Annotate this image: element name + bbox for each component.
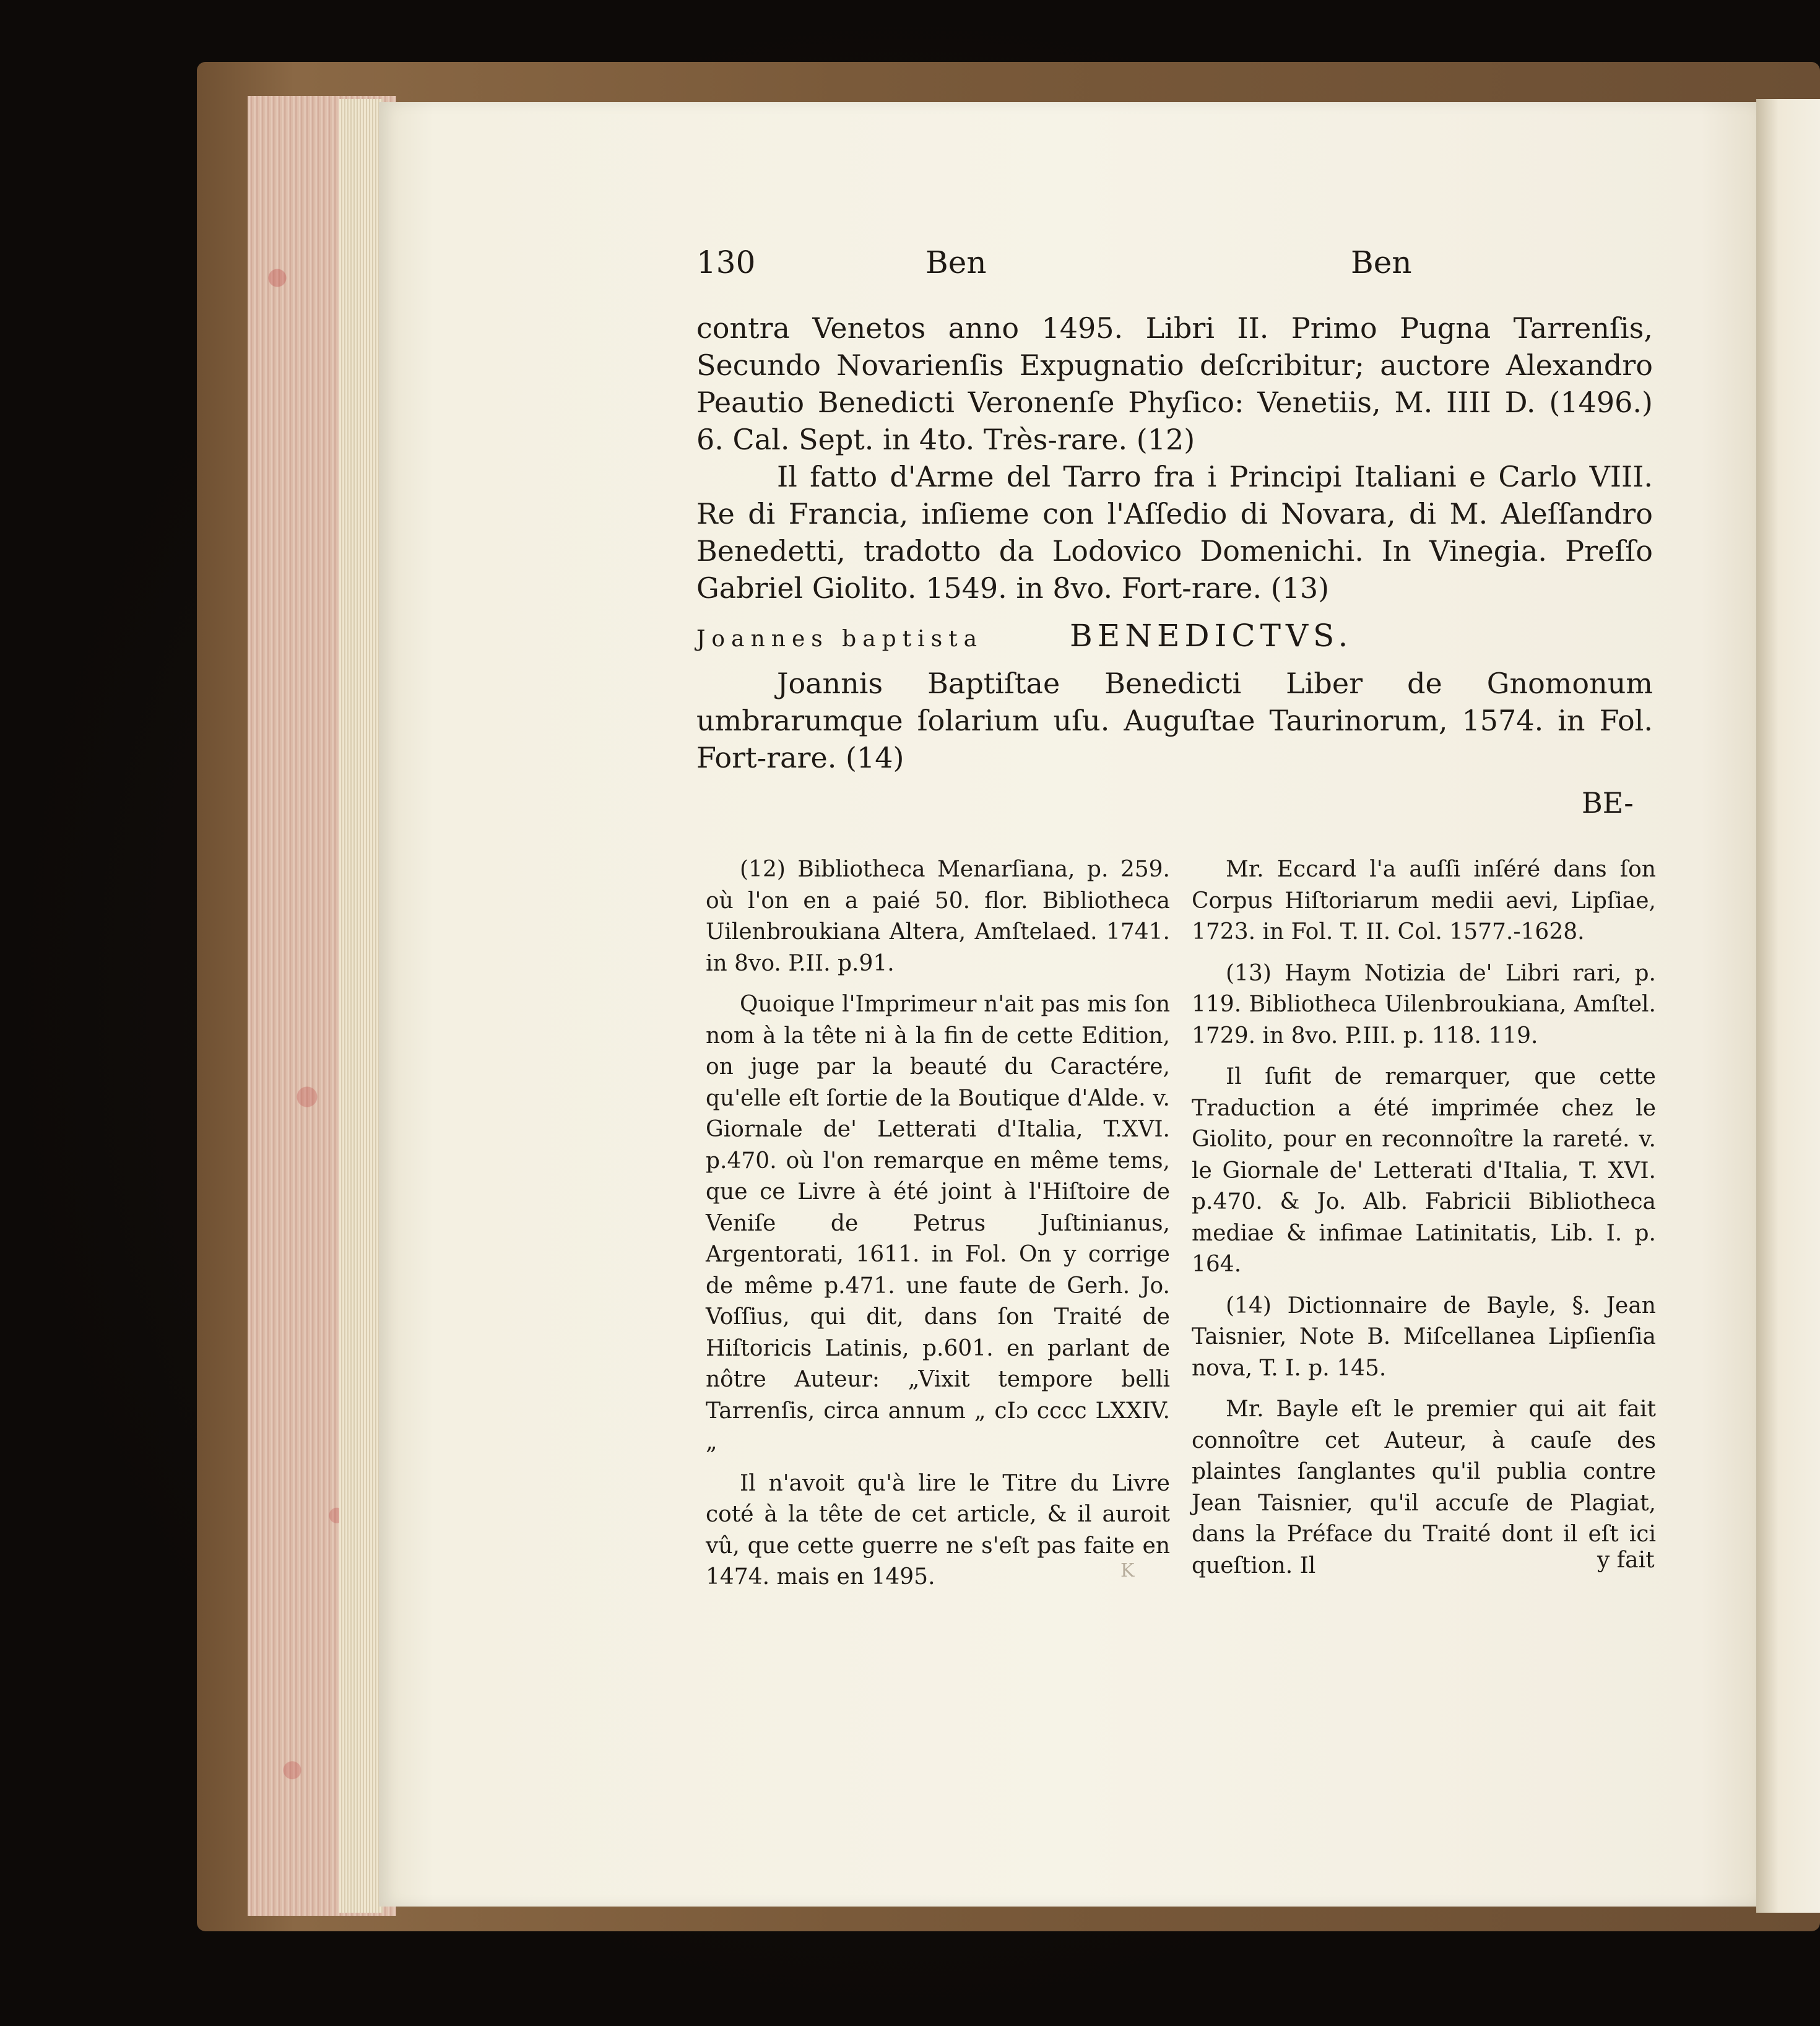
running-head-right: Ben xyxy=(1351,245,1412,280)
footnote: Quoique l'Imprimeur n'ait pas mis ſon nom à la tête ni à la fin de cette Edition, on juge par la beauté du Caractére, qu'elle eſt ſortie de la Boutique d'Alde. v. Giornale de' Letterati d'Italia, T.XVI. p.470. où l'on remarque en même tems, que ce Livre à été joint à l'Hiſtoire de Veniſe de Petrus Juſtinianus, Argentorati, 1611. in Fol. On y corrige de même p.471. une faute de Gerh. Jo. Voſſius, qui dit, dans ſon Traité de Hiſtoricis Latinis, p.601. en parlant de nôtre Auteur: „Vixit tempore belli Tarrenſis, circa annum „ cIɔ cccc LXXIV. „ xyxy=(706,992,1170,1455)
footnote: Mr. Bayle eſt le premier qui ait fait connoître cet Auteur, à cauſe des plaintes ſanglantes qu'il publia contre Jean Taisnier, qu'il accuſe de Plagiat, dans la Préface du Traité dont il eſt ici queſtion. Il xyxy=(1192,1396,1656,1578)
running-head-left: Ben xyxy=(925,245,987,280)
signature-mark: K xyxy=(1120,1560,1135,1582)
notes-left-column xyxy=(706,854,1170,1603)
heading-surname: BENEDICTVS. xyxy=(1070,618,1353,654)
notes-right-column xyxy=(1192,854,1656,1591)
footnote: (12) Bibliotheca Menarſiana, p. 259. où l'on en a paié 50. flor. Bibliotheca Uilenbroukiana Altera, Amſtelaed. 1741. in 8vo. P.II. p.91. xyxy=(706,857,1170,976)
entry-heading xyxy=(696,615,1653,660)
facing-page-edge xyxy=(1756,99,1820,1913)
entry-paragraph: contra Venetos anno 1495. Libri II. Primo Pugna Tarrenſis, Secundo Novarienſis Expugnatio deſcribitur; auctore Alexandro Peautio Benedicti Veronenſe Phyſico: Venetiis, M. IIII D. (1496.) 6. Cal. Sept. in 4to. Très-rare. (12) xyxy=(696,311,1653,456)
heading-forename: Joannes baptista xyxy=(696,626,984,652)
page-stack xyxy=(339,99,383,1913)
footnote: (14) Dictionnaire de Bayle, §. Jean Taisnier, Note B. Miſcellanea Lipſienſia nova, T. I. p. 145. xyxy=(1192,1292,1656,1381)
entry-paragraph: Il fatto d'Arme del Tarro fra i Principi Italiani e Carlo VIII. Re di Francia, inſieme con l'Aſſedio di Novara, di M. Aleſſandro Benedetti, tradotto da Lodovico Domenichi. In Vinegia. Preſſo Gabriel Giolito. 1549. in 8vo. Fort-rare. (13) xyxy=(696,460,1653,605)
entry-paragraph: Joannis Baptiſtae Benedicti Liber de Gnomonum umbrarumque ſolarium uſu. Auguſtae Taurinorum, 1574. in Fol. Fort-rare. (14) xyxy=(696,667,1653,774)
footnote: Il n'avoit qu'à lire le Titre du Livre coté à la tête de cet article, & il auroit vû, que cette guerre ne s'eſt pas faite en 1474. mais en 1495. xyxy=(706,1470,1170,1590)
footnote: Il ſufit de remarquer, que cette Traduction a été imprimée chez le Giolito, pour en reconnoître la rareté. v. le Giornale de' Letterati d'Italia, T. XVI. p.470. & Jo. Alb. Fabricii Bibliotheca mediae & infimae Latinitatis, Lib. I. p. 164. xyxy=(1192,1064,1656,1277)
main-text xyxy=(696,310,1653,776)
catchword: BE- xyxy=(1582,786,1634,820)
page-number: 130 xyxy=(696,245,756,280)
catchword-notes: y fait xyxy=(1597,1548,1655,1573)
footnote: Mr. Eccard l'a auſſi inſéré dans ſon Corpus Hiſtoriarum medii aevi, Lipſiae, 1723. in Fol. T. II. Col. 1577.-1628. xyxy=(1192,857,1656,945)
footnote: (13) Haym Notizia de' Libri rari, p. 119. Bibliotheca Uilenbroukiana, Amſtel. 1729. in 8vo. P.III. p. 118. 119. xyxy=(1192,960,1656,1049)
